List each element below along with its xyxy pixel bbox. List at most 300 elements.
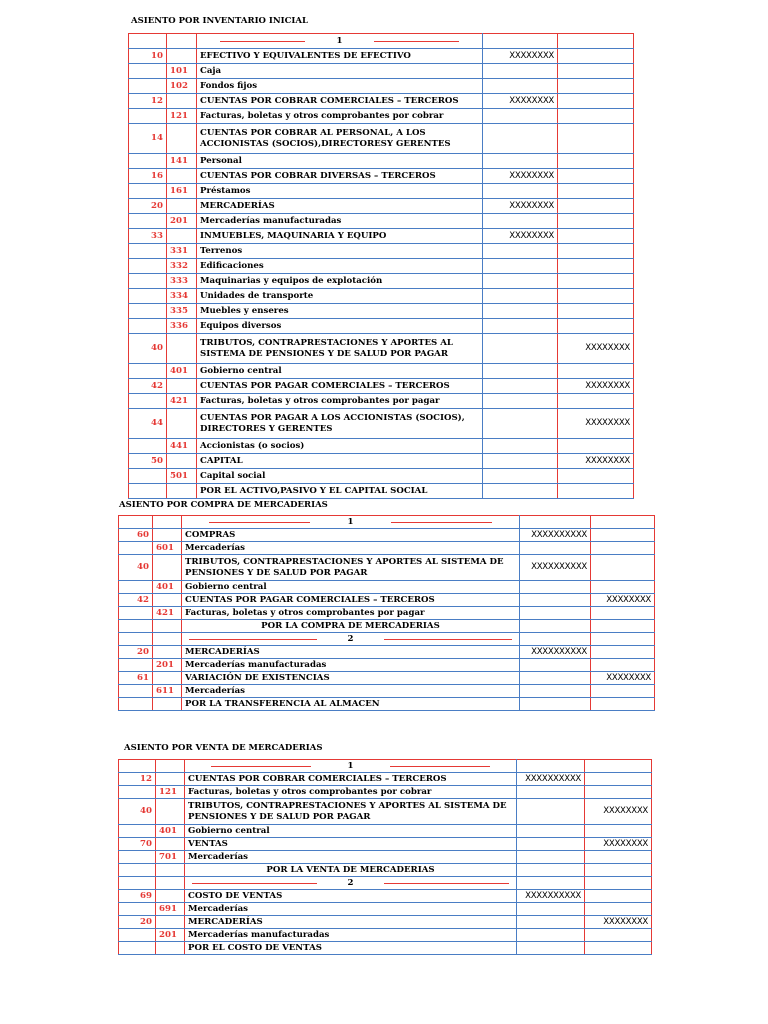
subaccount-code xyxy=(156,773,185,786)
header-rule-left xyxy=(220,41,306,42)
debit-amount xyxy=(517,799,585,825)
debit-amount xyxy=(483,259,558,274)
account-row xyxy=(129,454,634,469)
credit-amount xyxy=(558,304,634,319)
credit-amount xyxy=(585,903,652,916)
subaccount-code xyxy=(153,529,182,542)
account-description: EFECTIVO Y EQUIVALENTES DE EFECTIVO xyxy=(197,49,483,64)
credit-amount xyxy=(558,484,634,499)
account-description: Facturas, boletas y otros comprobantes por pagar xyxy=(197,394,483,409)
subaccount-code: 201 xyxy=(156,929,185,942)
header-rule-left xyxy=(209,522,310,523)
debit-amount xyxy=(483,484,558,499)
account-code xyxy=(129,154,167,169)
account-code xyxy=(119,581,153,594)
account-code: 60 xyxy=(119,529,153,542)
debit-amount xyxy=(483,124,558,154)
account-code xyxy=(119,698,153,711)
account-description: Mercaderías xyxy=(185,851,517,864)
account-row xyxy=(129,409,634,439)
account-description: POR LA TRANSFERENCIA AL ALMACEN xyxy=(182,698,520,711)
account-row xyxy=(129,94,634,109)
credit-amount xyxy=(591,698,655,711)
account-code xyxy=(129,214,167,229)
credit-amount xyxy=(585,786,652,799)
subaccount-row xyxy=(119,581,655,594)
debit-amount xyxy=(483,184,558,199)
subaccount-row xyxy=(129,154,634,169)
debit-amount xyxy=(517,903,585,916)
subaccount-code: 401 xyxy=(156,825,185,838)
account-description: TRIBUTOS, CONTRAPRESTACIONES Y APORTES AL SISTEMA DE PENSIONES Y DE SALUD POR PAGAR xyxy=(185,799,517,825)
subaccount-code: 201 xyxy=(153,659,182,672)
subaccount-row xyxy=(129,109,634,124)
account-row xyxy=(119,594,655,607)
ledger-table-compra xyxy=(118,515,655,711)
account-code xyxy=(129,484,167,499)
account-code xyxy=(119,929,156,942)
subaccount-code: 601 xyxy=(153,542,182,555)
header-rule-left xyxy=(211,766,310,767)
entry-caption-row xyxy=(119,877,652,890)
debit-amount xyxy=(520,698,591,711)
subaccount-code xyxy=(156,799,185,825)
entry-header-row xyxy=(129,34,634,49)
account-description: COSTO DE VENTAS xyxy=(185,890,517,903)
credit-amount xyxy=(558,79,634,94)
subaccount-row xyxy=(129,394,634,409)
account-code xyxy=(129,469,167,484)
account-code: 40 xyxy=(119,555,153,581)
debit-amount xyxy=(483,454,558,469)
debit-amount xyxy=(520,659,591,672)
entry-gloss-row xyxy=(119,698,655,711)
account-code: 50 xyxy=(129,454,167,469)
debit-amount xyxy=(517,929,585,942)
credit-amount xyxy=(558,394,634,409)
debit-amount xyxy=(483,394,558,409)
account-code xyxy=(129,289,167,304)
account-code: 14 xyxy=(129,124,167,154)
credit-amount xyxy=(585,773,652,786)
debit-amount xyxy=(483,289,558,304)
credit-amount xyxy=(558,364,634,379)
subaccount-code: 701 xyxy=(156,851,185,864)
account-code xyxy=(119,607,153,620)
subaccount-code xyxy=(167,199,197,214)
credit-amount xyxy=(585,851,652,864)
subaccount-code: 335 xyxy=(167,304,197,319)
subaccount-code: 101 xyxy=(167,64,197,79)
entry-number: 1 xyxy=(347,760,354,771)
account-code: 70 xyxy=(119,838,156,851)
credit-amount xyxy=(585,942,652,955)
debit-amount xyxy=(517,851,585,864)
account-description: Edificaciones xyxy=(197,259,483,274)
debit-amount xyxy=(517,942,585,955)
subaccount-code: 334 xyxy=(167,289,197,304)
debit-amount xyxy=(517,786,585,799)
account-description: Facturas, boletas y otros comprobantes por pagar xyxy=(182,607,520,620)
subaccount-code xyxy=(167,379,197,394)
account-description: CUENTAS POR COBRAR COMERCIALES – TERCEROS xyxy=(197,94,483,109)
entry-header-row xyxy=(119,516,655,529)
account-code xyxy=(129,184,167,199)
subaccount-code: 691 xyxy=(156,903,185,916)
account-description: Facturas, boletas y otros comprobantes por cobrar xyxy=(197,109,483,124)
credit-amount xyxy=(591,542,655,555)
subaccount-code xyxy=(156,942,185,955)
account-row xyxy=(129,124,634,154)
credit-amount xyxy=(591,581,655,594)
account-description: Equipos diversos xyxy=(197,319,483,334)
account-code: 40 xyxy=(119,799,156,825)
credit-amount xyxy=(558,94,634,109)
account-description: Mercaderías xyxy=(182,685,520,698)
account-row xyxy=(119,646,655,659)
subaccount-row xyxy=(119,607,655,620)
subaccount-row xyxy=(129,289,634,304)
account-code: 16 xyxy=(129,169,167,184)
account-description: Facturas, boletas y otros comprobantes por cobrar xyxy=(185,786,517,799)
account-row xyxy=(129,199,634,214)
entry-rule-right xyxy=(384,639,512,640)
subaccount-code: 331 xyxy=(167,244,197,259)
subaccount-code: 611 xyxy=(153,685,182,698)
credit-amount xyxy=(558,289,634,304)
subaccount-row xyxy=(119,851,652,864)
subaccount-code: 332 xyxy=(167,259,197,274)
subaccount-row xyxy=(129,214,634,229)
debit-amount: XXXXXXXXXX xyxy=(520,529,591,542)
account-description: POR EL COSTO DE VENTAS xyxy=(185,942,517,955)
account-description: Accionistas (o socios) xyxy=(197,439,483,454)
subaccount-row xyxy=(129,274,634,289)
debit-amount xyxy=(520,685,591,698)
subaccount-row xyxy=(119,825,652,838)
subaccount-row xyxy=(119,929,652,942)
entry-number: 1 xyxy=(336,35,343,46)
subaccount-code xyxy=(167,334,197,364)
ledger-table-venta xyxy=(118,759,652,955)
header-rule-right xyxy=(390,766,489,767)
account-description: Gobierno central xyxy=(197,364,483,379)
subaccount-row xyxy=(129,184,634,199)
entry-caption: POR LA VENTA DE MERCADERIAS xyxy=(266,864,435,875)
account-code xyxy=(129,64,167,79)
debit-amount: XXXXXXXXXX xyxy=(520,646,591,659)
account-row xyxy=(119,890,652,903)
credit-amount: XXXXXXXX xyxy=(585,799,652,825)
subaccount-row xyxy=(129,259,634,274)
credit-amount xyxy=(591,555,655,581)
account-code: 10 xyxy=(129,49,167,64)
credit-amount: XXXXXXXX xyxy=(585,916,652,929)
account-row xyxy=(119,529,655,542)
credit-amount: XXXXXXXX xyxy=(558,409,634,439)
account-description: CUENTAS POR PAGAR COMERCIALES – TERCEROS xyxy=(182,594,520,607)
credit-amount xyxy=(558,124,634,154)
subaccount-code xyxy=(167,229,197,244)
account-row xyxy=(129,49,634,64)
debit-amount xyxy=(483,64,558,79)
credit-amount xyxy=(591,685,655,698)
account-code: 44 xyxy=(129,409,167,439)
subaccount-code: 421 xyxy=(167,394,197,409)
header-rule-right xyxy=(374,41,460,42)
account-code xyxy=(129,304,167,319)
account-row xyxy=(119,838,652,851)
subaccount-code xyxy=(156,838,185,851)
entry-number: 1 xyxy=(347,516,354,527)
debit-amount xyxy=(520,672,591,685)
section-title-venta: ASIENTO POR VENTA DE MERCADERIAS xyxy=(124,743,323,753)
account-description: VARIACIÓN DE EXISTENCIAS xyxy=(182,672,520,685)
account-code: 12 xyxy=(119,773,156,786)
account-code xyxy=(129,259,167,274)
account-description: MERCADERÍAS xyxy=(182,646,520,659)
debit-amount xyxy=(520,607,591,620)
account-code xyxy=(119,659,153,672)
entry-caption: POR LA COMPRA DE MERCADERIAS xyxy=(261,620,440,631)
credit-amount xyxy=(558,274,634,289)
subaccount-row xyxy=(129,469,634,484)
credit-amount xyxy=(585,890,652,903)
account-code: 33 xyxy=(129,229,167,244)
account-description: VENTAS xyxy=(185,838,517,851)
account-code: 61 xyxy=(119,672,153,685)
debit-amount: XXXXXXXX xyxy=(483,229,558,244)
subaccount-code: 102 xyxy=(167,79,197,94)
credit-amount xyxy=(558,229,634,244)
credit-amount xyxy=(558,244,634,259)
account-description: Mercaderías xyxy=(182,542,520,555)
header-rule-right xyxy=(391,522,492,523)
subaccount-row xyxy=(129,364,634,379)
debit-amount: XXXXXXXXXX xyxy=(517,773,585,786)
debit-amount xyxy=(483,154,558,169)
credit-amount xyxy=(558,154,634,169)
entry-header-row xyxy=(119,760,652,773)
credit-amount xyxy=(558,469,634,484)
account-code xyxy=(119,942,156,955)
account-description: Capital social xyxy=(197,469,483,484)
entry-caption-row xyxy=(119,864,652,877)
subaccount-code xyxy=(153,698,182,711)
debit-amount: XXXXXXXXXX xyxy=(520,555,591,581)
account-code xyxy=(129,274,167,289)
section-title-inventario: ASIENTO POR INVENTARIO INICIAL xyxy=(131,16,308,26)
credit-amount xyxy=(558,109,634,124)
subaccount-code: 121 xyxy=(167,109,197,124)
account-code: 40 xyxy=(129,334,167,364)
credit-amount: XXXXXXXX xyxy=(558,454,634,469)
subaccount-code xyxy=(167,409,197,439)
account-description: TRIBUTOS, CONTRAPRESTACIONES Y APORTES AL SISTEMA DE PENSIONES Y DE SALUD POR PAGAR xyxy=(197,334,483,364)
account-description: INMUEBLES, MAQUINARIA Y EQUIPO xyxy=(197,229,483,244)
subaccount-code xyxy=(167,124,197,154)
account-description: Fondos fijos xyxy=(197,79,483,94)
debit-amount xyxy=(483,379,558,394)
account-description: Mercaderías xyxy=(185,903,517,916)
credit-amount xyxy=(591,529,655,542)
account-description: Mercaderías manufacturadas xyxy=(182,659,520,672)
debit-amount xyxy=(483,274,558,289)
account-description: Muebles y enseres xyxy=(197,304,483,319)
debit-amount xyxy=(483,334,558,364)
subaccount-row xyxy=(129,304,634,319)
account-description: CUENTAS POR COBRAR COMERCIALES – TERCEROS xyxy=(185,773,517,786)
account-code: 12 xyxy=(129,94,167,109)
account-code xyxy=(119,903,156,916)
subaccount-code xyxy=(167,169,197,184)
debit-amount: XXXXXXXX xyxy=(483,199,558,214)
debit-amount xyxy=(517,825,585,838)
subaccount-code xyxy=(153,555,182,581)
debit-amount xyxy=(520,542,591,555)
debit-amount: XXXXXXXXXX xyxy=(517,890,585,903)
subaccount-code xyxy=(156,890,185,903)
subaccount-code xyxy=(167,454,197,469)
account-code xyxy=(119,851,156,864)
subaccount-row xyxy=(119,685,655,698)
entry-rule-left xyxy=(189,639,317,640)
account-description: MERCADERÍAS xyxy=(185,916,517,929)
credit-amount xyxy=(558,169,634,184)
subaccount-code xyxy=(156,916,185,929)
credit-amount xyxy=(591,646,655,659)
account-row xyxy=(119,916,652,929)
account-description: CAPITAL xyxy=(197,454,483,469)
debit-amount xyxy=(517,838,585,851)
account-code xyxy=(129,109,167,124)
account-description: Maquinarias y equipos de explotación xyxy=(197,274,483,289)
subaccount-code xyxy=(167,49,197,64)
subaccount-row xyxy=(119,659,655,672)
account-code xyxy=(129,394,167,409)
account-description: Caja xyxy=(197,64,483,79)
credit-amount xyxy=(558,439,634,454)
subaccount-code xyxy=(167,94,197,109)
account-description: TRIBUTOS, CONTRAPRESTACIONES Y APORTES AL SISTEMA DE PENSIONES Y DE SALUD POR PAGAR xyxy=(182,555,520,581)
debit-amount xyxy=(483,409,558,439)
account-description: POR EL ACTIVO,PASIVO Y EL CAPITAL SOCIAL xyxy=(197,484,483,499)
account-description: CUENTAS POR COBRAR DIVERSAS – TERCEROS xyxy=(197,169,483,184)
account-code xyxy=(119,685,153,698)
account-row xyxy=(119,672,655,685)
subaccount-code: 141 xyxy=(167,154,197,169)
account-description: CUENTAS POR PAGAR COMERCIALES – TERCEROS xyxy=(197,379,483,394)
credit-amount xyxy=(585,825,652,838)
account-code xyxy=(129,244,167,259)
debit-amount xyxy=(483,364,558,379)
subaccount-row xyxy=(129,79,634,94)
account-description: Gobierno central xyxy=(185,825,517,838)
account-description: Mercaderías manufacturadas xyxy=(185,929,517,942)
subaccount-code: 421 xyxy=(153,607,182,620)
credit-amount xyxy=(558,319,634,334)
debit-amount xyxy=(483,79,558,94)
entry-caption-row xyxy=(119,633,655,646)
credit-amount xyxy=(558,49,634,64)
subaccount-code: 501 xyxy=(167,469,197,484)
entry-rule-left xyxy=(192,883,318,884)
debit-amount: XXXXXXXX xyxy=(483,94,558,109)
credit-amount xyxy=(585,929,652,942)
credit-amount: XXXXXXXX xyxy=(591,594,655,607)
debit-amount xyxy=(483,469,558,484)
ledger-table-inventario xyxy=(128,33,634,499)
account-description: Mercaderías manufacturadas xyxy=(197,214,483,229)
subaccount-code: 401 xyxy=(153,581,182,594)
entry-caption-row xyxy=(119,620,655,633)
credit-amount: XXXXXXXX xyxy=(585,838,652,851)
section-title-compra: ASIENTO POR COMPRA DE MERCADERIAS xyxy=(119,500,328,510)
credit-amount xyxy=(558,259,634,274)
account-code: 42 xyxy=(119,594,153,607)
entry-rule-right xyxy=(384,883,510,884)
debit-amount xyxy=(483,244,558,259)
account-description: Unidades de transporte xyxy=(197,289,483,304)
entry-gloss-row xyxy=(129,484,634,499)
debit-amount: XXXXXXXX xyxy=(483,169,558,184)
subaccount-row xyxy=(129,64,634,79)
account-code xyxy=(119,786,156,799)
account-row xyxy=(129,229,634,244)
subaccount-code xyxy=(153,646,182,659)
subaccount-row xyxy=(129,244,634,259)
credit-amount xyxy=(591,607,655,620)
subaccount-row xyxy=(129,439,634,454)
account-description: Terrenos xyxy=(197,244,483,259)
account-code xyxy=(129,439,167,454)
account-code xyxy=(129,364,167,379)
subaccount-code: 336 xyxy=(167,319,197,334)
account-description: MERCADERÍAS xyxy=(197,199,483,214)
account-code xyxy=(119,825,156,838)
subaccount-row xyxy=(119,542,655,555)
subaccount-code xyxy=(153,594,182,607)
credit-amount xyxy=(558,214,634,229)
subaccount-code: 401 xyxy=(167,364,197,379)
subaccount-code: 121 xyxy=(156,786,185,799)
account-code xyxy=(129,79,167,94)
subaccount-code: 441 xyxy=(167,439,197,454)
credit-amount xyxy=(558,199,634,214)
account-code xyxy=(119,542,153,555)
subaccount-code: 333 xyxy=(167,274,197,289)
credit-amount: XXXXXXXX xyxy=(558,334,634,364)
account-description: CUENTAS POR COBRAR AL PERSONAL, A LOS ACCIONISTAS (SOCIOS),DIRECTORESY GERENTES xyxy=(197,124,483,154)
subaccount-row xyxy=(129,319,634,334)
debit-amount xyxy=(483,109,558,124)
account-code: 20 xyxy=(119,646,153,659)
debit-amount: XXXXXXXX xyxy=(483,49,558,64)
credit-amount xyxy=(558,64,634,79)
debit-amount xyxy=(483,214,558,229)
entry-number: 2 xyxy=(347,877,354,888)
credit-amount xyxy=(591,659,655,672)
debit-amount xyxy=(483,439,558,454)
subaccount-code xyxy=(167,484,197,499)
account-code: 69 xyxy=(119,890,156,903)
entry-gloss-row xyxy=(119,942,652,955)
account-row xyxy=(119,799,652,825)
subaccount-code: 161 xyxy=(167,184,197,199)
debit-amount xyxy=(517,916,585,929)
account-code: 42 xyxy=(129,379,167,394)
account-description: COMPRAS xyxy=(182,529,520,542)
